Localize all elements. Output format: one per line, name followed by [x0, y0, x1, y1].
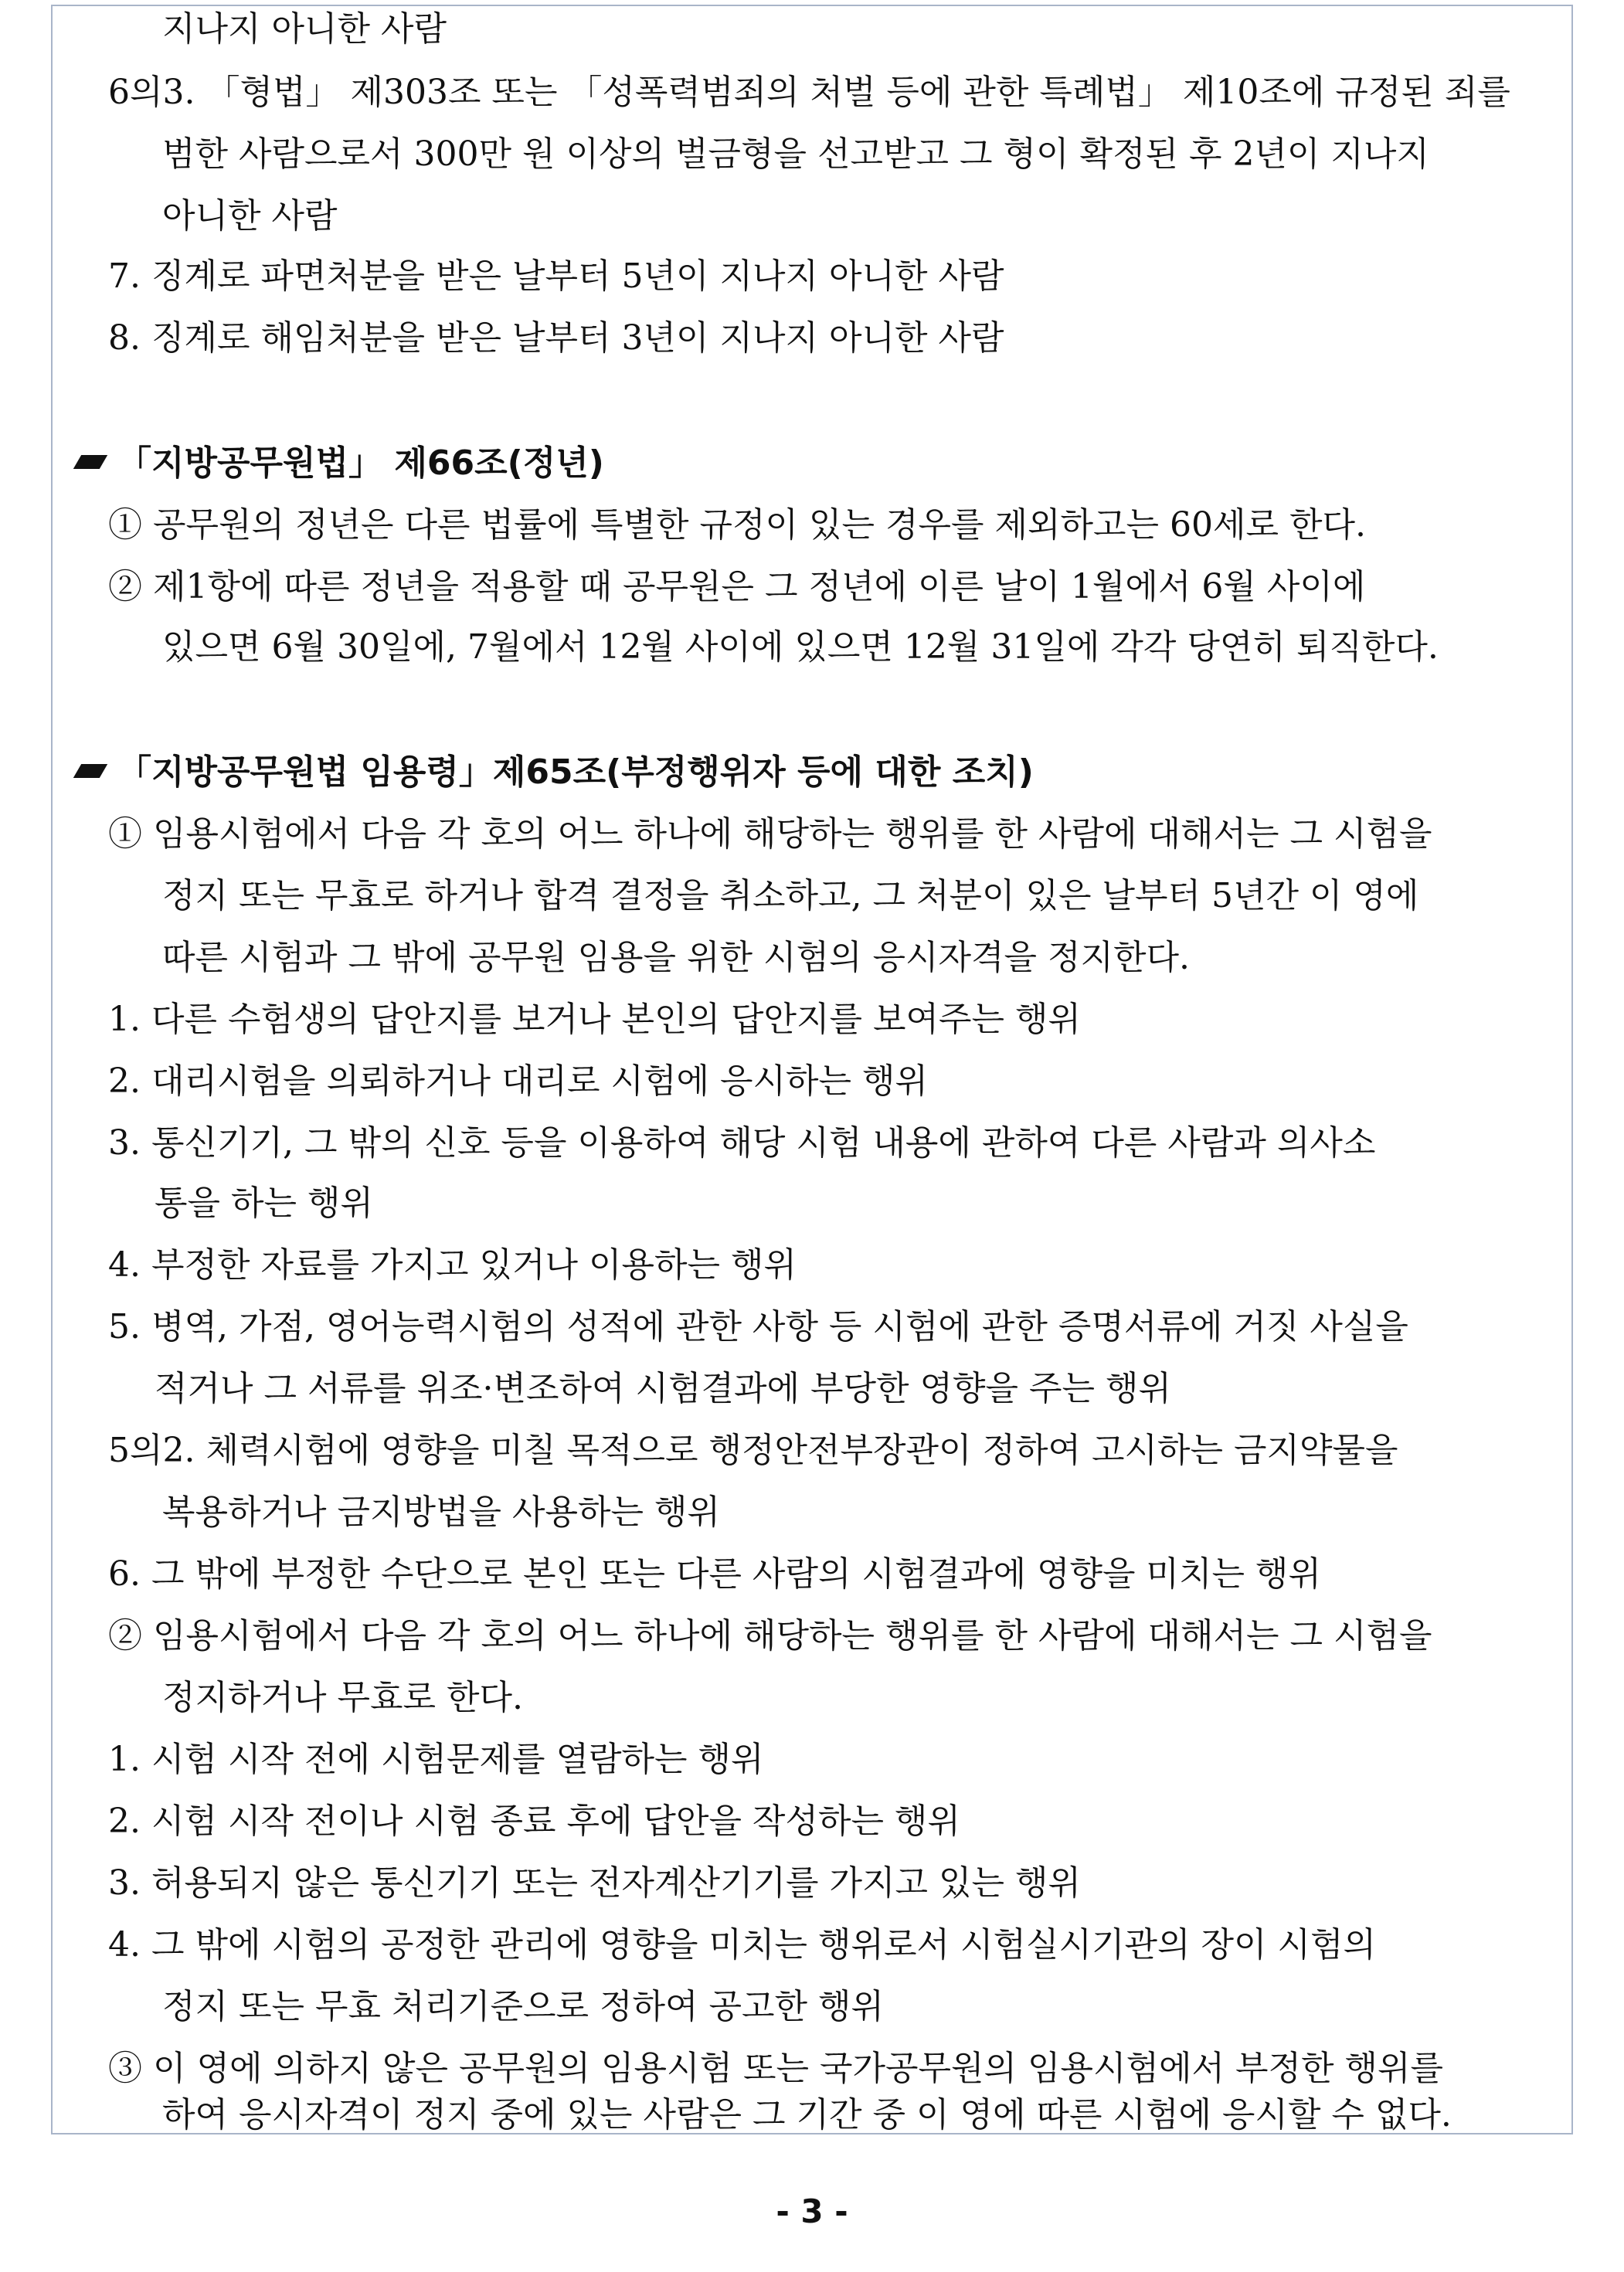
section2-p2-line1: ② 임용시험에서 다음 각 호의 어느 하나에 해당하는 행위를 한 사람에 대해서는 그 시험을: [108, 1616, 1432, 1656]
list-item-a5-line2: 적거나 그 서류를 위조·변조하여 시험결과에 부당한 영향을 주는 행위: [155, 1369, 1171, 1408]
list-item-a6: 6. 그 밖에 부정한 수단으로 본인 또는 다른 사람의 시험결과에 영향을 미치는 행위: [108, 1554, 1321, 1594]
list-item-b1: 1. 시험 시작 전에 시험문제를 열람하는 행위: [108, 1740, 764, 1779]
bullet-icon: [73, 764, 107, 778]
item-6-3-line2: 범한 사람으로서 300만 원 이상의 벌금형을 선고받고 그 형이 확정된 후 2년이 지나지: [162, 134, 1429, 174]
section2-p1-line3: 따른 시험과 그 밖에 공무원 임용을 위한 시험의 응시자격을 정지한다.: [162, 938, 1190, 977]
section1-heading: [77, 442, 604, 485]
section2-p1-line2: 정지 또는 무효로 하거나 합격 결정을 취소하고, 그 처분이 있은 날부터 5년간 이 영에: [162, 876, 1419, 915]
list-item-b3: 3. 허용되지 않은 통신기기 또는 전자계산기기를 가지고 있는 행위: [108, 1863, 1081, 1903]
section1-paragraph2-line1: ② 제1항에 따른 정년을 적용할 때 공무원은 그 정년에 이른 날이 1월에서 6월 사이에: [108, 567, 1366, 606]
section1-paragraph2-line2: 있으면 6월 30일에, 7월에서 12월 사이에 있으면 12월 31일에 각각 당연히 퇴직한다.: [162, 627, 1439, 667]
section2-p1-line1: ① 임용시험에서 다음 각 호의 어느 하나에 해당하는 행위를 한 사람에 대해서는 그 시험을: [108, 814, 1432, 854]
page-number: - 3 -: [776, 2192, 848, 2230]
bullet-icon: [73, 455, 107, 469]
section2-heading-text: 「지방공무원법 임용령」제65조(부정행위자 등에 대한 조치): [117, 752, 1034, 792]
list-item-a1: 1. 다른 수험생의 답안지를 보거나 본인의 답안지를 보여주는 행위: [108, 1000, 1081, 1039]
list-item-b4-line2: 정지 또는 무효 처리기준으로 정하여 공고한 행위: [162, 1987, 884, 2026]
item-6-3-line3: 아니한 사람: [162, 196, 338, 236]
continuation-text: 지나지 아니한 사람: [162, 9, 447, 49]
section2-heading: [77, 751, 1034, 794]
list-item-a3-line2: 통을 하는 행위: [155, 1184, 373, 1223]
item-7: 7. 징계로 파면처분을 받은 날부터 5년이 지나지 아니한 사람: [108, 256, 1004, 296]
list-item-b2: 2. 시험 시작 전이나 시험 종료 후에 답안을 작성하는 행위: [108, 1802, 960, 1841]
list-item-a5-2-line2: 복용하거나 금지방법을 사용하는 행위: [162, 1493, 721, 1532]
item-6-3-line1: 6의3. 「형법」 제303조 또는 「성폭력범죄의 처벌 등에 관한 특례법」 제10조에 규정된 죄를: [108, 73, 1510, 112]
list-item-a3-line1: 3. 통신기기, 그 밖의 신호 등을 이용하여 해당 시험 내용에 관하여 다른 사람과 의사소: [108, 1123, 1376, 1163]
section2-p2-line2: 정지하거나 무효로 한다.: [162, 1678, 523, 1717]
list-item-a5-line1: 5. 병역, 가점, 영어능력시험의 성적에 관한 사항 등 시험에 관한 증명서류에 거짓 사실을: [108, 1307, 1408, 1347]
list-item-b4-line1: 4. 그 밖에 시험의 공정한 관리에 영향을 미치는 행위로서 시험실시기관의 장이 시험의: [108, 1925, 1376, 1965]
list-item-a2: 2. 대리시험을 의뢰하거나 대리로 시험에 응시하는 행위: [108, 1061, 928, 1101]
section2-p3-line2: 하여 응시자격이 정지 중에 있는 사람은 그 기간 중 이 영에 따른 시험에 응시할 수 없다.: [162, 2095, 1452, 2134]
list-item-a5-2-line1: 5의2. 체력시험에 영향을 미칠 목적으로 행정안전부장관이 정하여 고시하는 금지약물을: [108, 1431, 1398, 1470]
section1-paragraph1: ① 공무원의 정년은 다른 법률에 특별한 규정이 있는 경우를 제외하고는 60세로 한다.: [108, 505, 1366, 545]
list-item-a4: 4. 부정한 자료를 가지고 있거나 이용하는 행위: [108, 1245, 797, 1285]
section1-heading-text: 「지방공무원법」 제66조(정년): [117, 443, 604, 483]
item-8: 8. 징계로 해임처분을 받은 날부터 3년이 지나지 아니한 사람: [108, 318, 1004, 358]
section2-p3-line1: ③ 이 영에 의하지 않은 공무원의 임용시험 또는 국가공무원의 임용시험에서 부정한 행위를: [108, 2049, 1443, 2088]
